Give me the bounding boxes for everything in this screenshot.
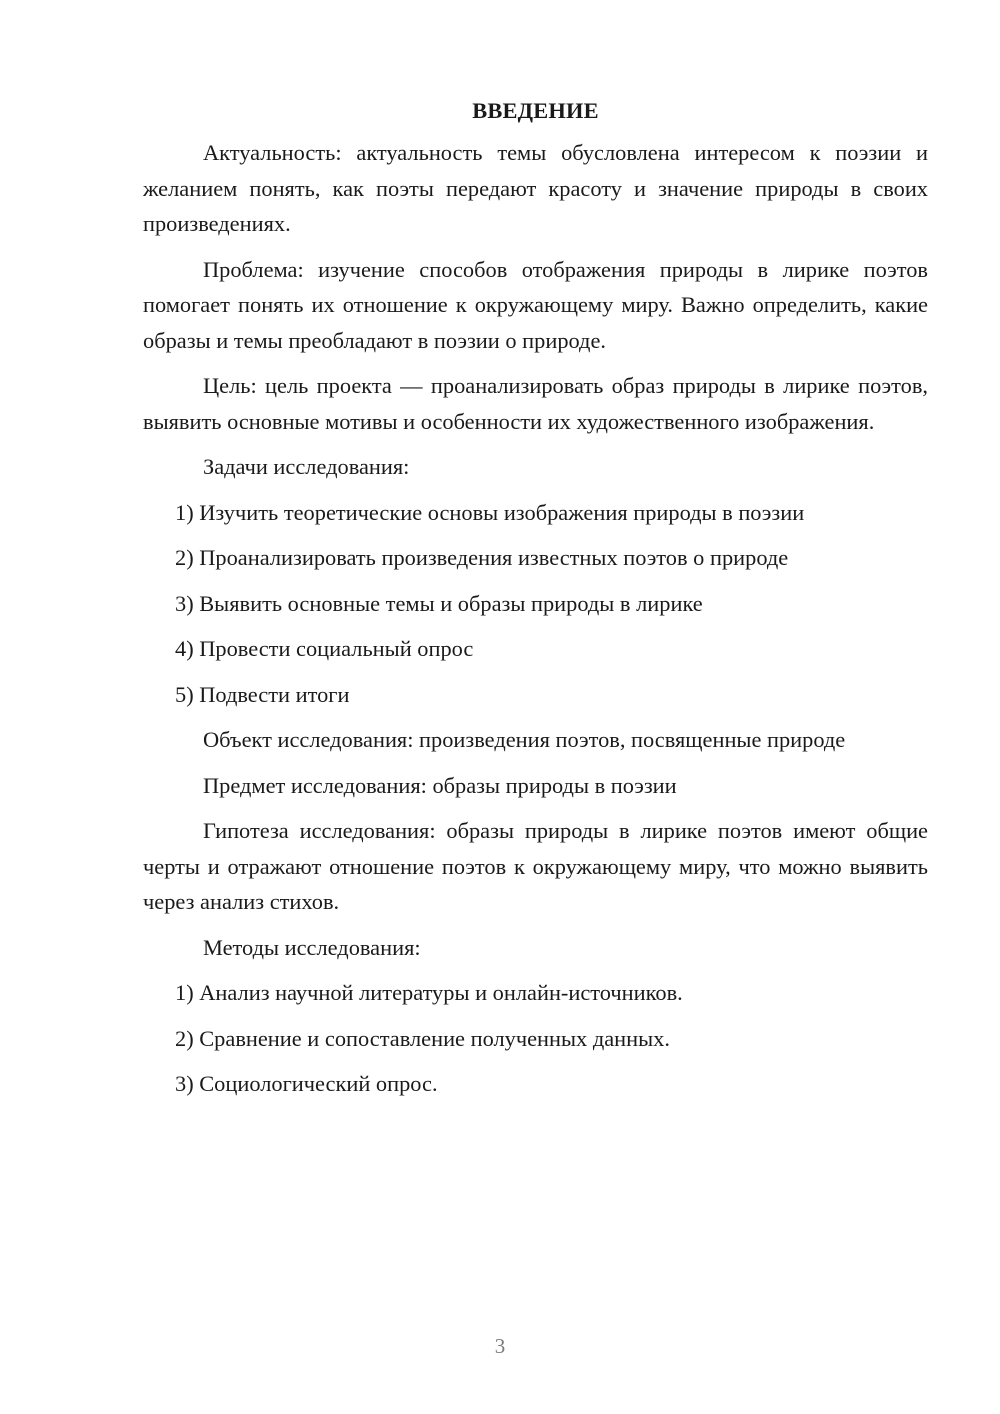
task-item: 1) Изучить теоретические основы изображения природы в поэзии — [175, 499, 805, 525]
object-paragraph: Объект исследования: произведения поэтов, посвященные природе — [203, 727, 846, 752]
method-item: 3) Социологический опрос. — [175, 1071, 438, 1096]
section-heading: ВВЕДЕНИЕ — [472, 98, 599, 123]
subject-paragraph: Предмет исследования: образы природы в поэзии — [203, 772, 677, 798]
task-item: 3) Выявить основные темы и образы природы в лирике — [175, 590, 703, 616]
method-item: 2) Сравнение и сопоставление полученных данных. — [175, 1025, 670, 1051]
page-content — [143, 95, 928, 1112]
goal-paragraph: Цель: цель проекта — проанализировать образ природы в лирике поэтов, выявить основные мотивы и особенности их художественного изображения. — [143, 373, 928, 434]
hypothesis-paragraph: Гипотеза исследования: образы природы в лирике поэтов имеют общие черты и отражают отношение поэтов к окружающему миру, что можно выявить через анализ стихов. — [143, 818, 928, 914]
task-item: 4) Провести социальный опрос — [175, 636, 474, 661]
task-item: 5) Подвести итоги — [175, 681, 350, 707]
problem-paragraph: Проблема: изучение способов отображения природы в лирике поэтов помогает понять их отношение к окружающему миру. Важно определить, какие образы и темы преобладают в поэзии о природе. — [143, 256, 928, 353]
methods-title: Методы исследования: — [203, 934, 421, 960]
method-item: 1) Анализ научной литературы и онлайн-источников. — [175, 980, 683, 1005]
page-number: 3 — [494, 1334, 506, 1358]
tasks-title: Задачи исследования: — [203, 454, 410, 479]
relevance-paragraph: Актуальность: актуальность темы обусловлена интересом к поэзии и желанием понять, как поэты передают красоту и значение природы в своих произведениях. — [143, 140, 928, 236]
task-item: 2) Проанализировать произведения известных поэтов о природе — [175, 545, 789, 570]
